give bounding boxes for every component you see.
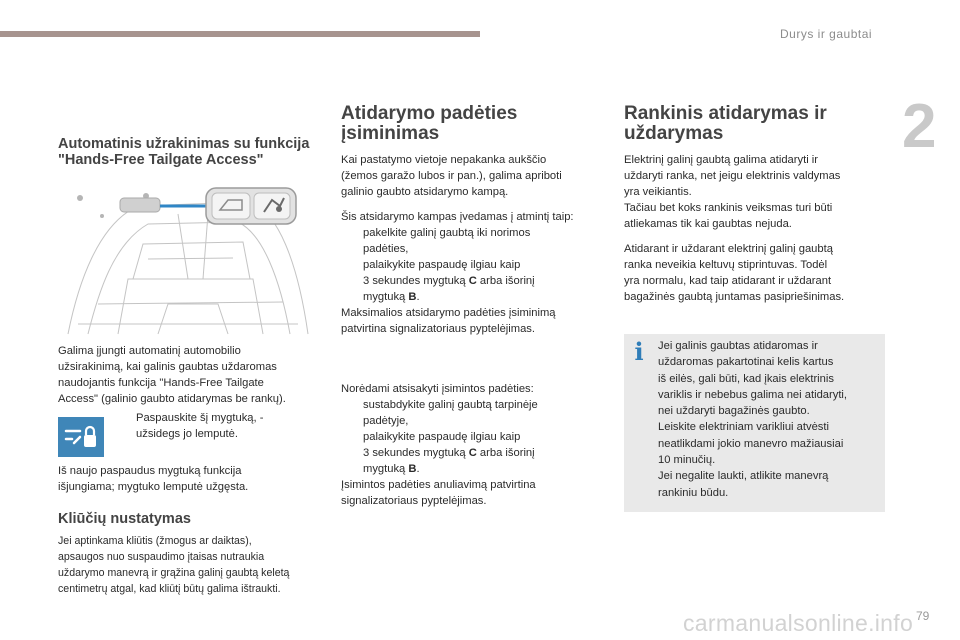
heading-obstacle: Kliūčių nustatymas [58,511,191,527]
paragraph-memory-how: Šis atsidarymo kampas įvedamas į atmintį taip: [341,211,574,223]
paragraph-memory-intro: Kai pastatymo vietoje nepakanka aukščio (žemos garažo lubos ir pan.), galima apriboti galinio gaubto atsidarymo kampą. [341,154,562,198]
bullet-memory-hold: palaikykite paspaudę ilgiau kaip 3 sekundes mygtuką C arba išorinį mygtuką B. [363,259,535,303]
heading-memory: Atidarymo padėties įsiminimas [341,103,518,144]
column-hands-free-text [58,343,323,407]
header-accent-bar [0,31,480,37]
column-memory [341,104,611,337]
info-box [624,334,885,512]
paragraph-toggle-off: Iš naujo paspaudus mygtuką funkcija išjungiama; mygtuko lemputė užgęsta. [58,465,249,493]
column-hands-free [58,136,323,168]
paragraph-manual-2: Atidarant ir uždarant elektrinį galinį gaubtą ranka neveikia keltuvų stiprintuvas. Todėl yra normalu, kad taip atidarant ir uždarant bagažinės gaubtą juntamas pasipriešinimas. [624,243,845,303]
info-icon: i [634,337,644,366]
hands-free-lock-icon [58,417,104,457]
paragraph-auto-lock: Galima įjungti automatinį automobilio užsirakinimą, kai galinis gaubtas uždaromas naudojantis funkcija "Hands-Free Tailgate Access" (galinio gaubto atidarymas be rankų). [58,345,286,405]
paragraph-memory-confirm: Maksimalios atsidarymo padėties įsiminimą patvirtina signalizatoriaus pyptelėjimas. [341,307,556,335]
paragraph-cancel-confirm: Įsimintos padėties anuliavimą patvirtina signalizatoriaus pyptelėjimas. [341,479,536,507]
bullet-marker [114,410,136,442]
heading-hands-free: Automatinis užrakinimas su funkcija "Hands-Free Tailgate Access" [58,136,310,168]
heading-manual: Rankinis atidarymas ir uždarymas [624,103,827,144]
watermark: carmanualsonline.info [683,610,914,636]
paragraph-cancel-intro: Norėdami atsisakyti įsimintos padėties: [341,383,534,395]
bullet-cancel-stop: sustabdykite galinį gaubtą tarpinėje padėtyje, [363,399,538,427]
paragraph-obstacle: Jei aptinkama kliūtis (žmogus ar daiktas), apsaugos nuo suspaudimo įtaisas nutraukia uždarymo manevrą ir grąžina galinį gaubtą keletą centimetrų atgal, kad kliūtį būtų galima ištraukti. [58,535,290,595]
tailgate-button-panel-illustration [58,184,320,336]
chapter-number: 2 [902,92,937,161]
paragraph-manual-1: Elektrinį galinį gaubtą galima atidaryti ir uždaryti ranka, net jeigu elektrinis valdymas yra veikiantis. Tačiau bet koks rankinis veiksmas turi būti atliekamas tik kai gaubtas nejuda. [624,154,841,230]
info-text: Jei galinis gaubtas atidaromas ir uždaromas pakartotinai kelis kartus iš eilės, gali būti, kad įkais elektrinis variklis ir nebebus galima nei atidaryti, nei uždaryti bagažinės gaubto. Leiskite elektriniam varikliui atvėsti neatlikdami jokio manevro mažiausiai 10 minučių. Jei negalite laukti, atlikite manevrą rankiniu būdu. [658,340,848,499]
bullet-cancel-hold: palaikykite paspaudę ilgiau kaip 3 sekundes mygtuką C arba išorinį mygtuką B. [363,431,535,475]
page-number: 79 [916,609,930,623]
chapter-title: Durys ir gaubtai [780,27,873,41]
bullet-press-button: Paspauskite šį mygtuką, - užsidegs jo lemputė. [114,410,314,442]
bullet-memory-raise: pakelkite galinį gaubtą iki norimos padėties, [363,227,531,255]
column-manual [624,104,886,305]
heading-obstacle-section [58,511,323,527]
column-memory-cancel [341,381,611,509]
